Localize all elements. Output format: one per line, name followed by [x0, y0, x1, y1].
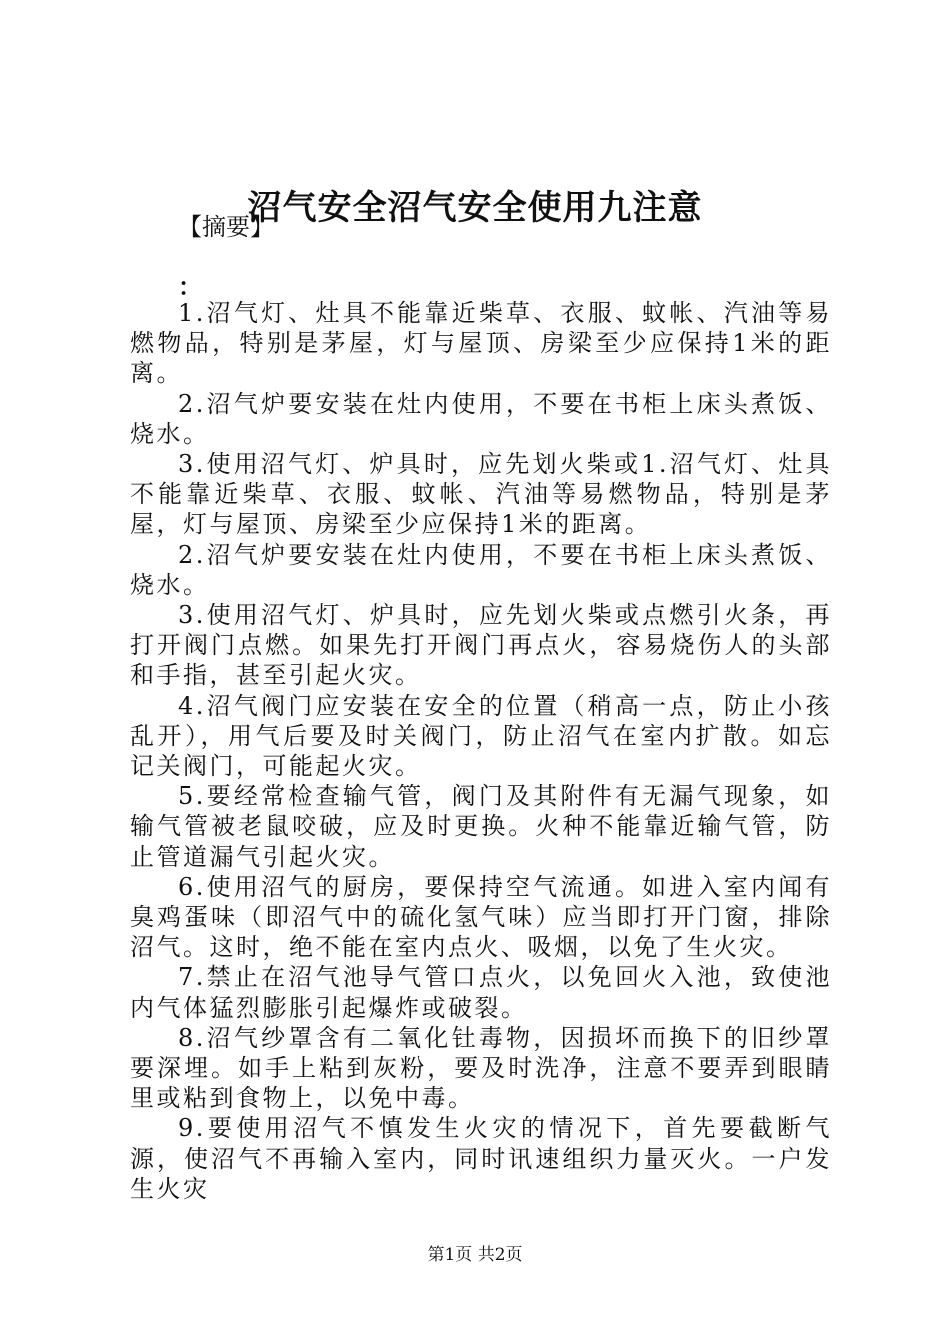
paragraph: 3.使用沼气灯、炉具时，应先划火柴或1.沼气灯、灶具不能靠近柴草、衣服、蚊帐、汽油等易燃物品，特别是茅屋，灯与屋顶、房梁至少应保持1米的距离。 [130, 450, 832, 539]
paragraph: 1.沼气灯、灶具不能靠近柴草、衣服、蚊帐、汽油等易燃物品，特别是茅屋，灯与屋顶、房梁至少应保持1米的距离。 [130, 299, 832, 388]
abstract-colon: ： [178, 272, 202, 301]
paragraph: 6.使用沼气的厨房，要保持空气流通。如进入室内闻有臭鸡蛋味（即沼气中的硫化氢气味）应当即打开门窗，排除沼气。这时，绝不能在室内点火、吸烟，以免了生火灾。 [130, 872, 832, 962]
document-body [130, 298, 832, 1204]
paragraph: 7.禁止在沼气池导气管口点火，以免回火入池，致使池内气体猛烈膨胀引起爆炸或破裂。 [130, 963, 832, 1022]
paragraph: 4.沼气阀门应安装在安全的位置（稍高一点，防止小孩乱开），用气后要及时关阀门，防止沼气在室内扩散。如忘记关阀门，可能起火灾。 [130, 691, 832, 781]
paragraph: 5.要经常检查输气管，阀门及其附件有无漏气现象，如输气管被老鼠咬破，应及时更换。火种不能靠近输气管，防止管道漏气引起火灾。 [130, 782, 832, 871]
abstract-label: 【摘要】 [178, 213, 274, 241]
paragraph: 3.使用沼气灯、炉具时，应先划火柴或点燃引火条，再打开阀门点燃。如果先打开阀门再点火，容易烧伤人的头部和手指，甚至引起火灾。 [130, 601, 832, 690]
paragraph: 9.要使用沼气不慎发生火灾的情况下，首先要截断气源，使沼气不再输入室内，同时讯速组织力量灭火。一户发生火灾 [130, 1114, 832, 1203]
document-title: 沼气安全沼气安全使用九注意 [247, 188, 703, 228]
page-footer: 第1页 共2页 [427, 1245, 523, 1265]
paragraph: 8.沼气纱罩含有二氧化钍毒物，因损坏而换下的旧纱罩要深埋。如手上粘到灰粉，要及时洗净，注意不要弄到眼睛里或粘到食物上，以免中毒。 [130, 1023, 832, 1113]
paragraph: 2.沼气炉要安装在灶内使用，不要在书柜上床头煮饭、烧水。 [130, 540, 832, 599]
paragraph: 2.沼气炉要安装在灶内使用，不要在书柜上床头煮饭、烧水。 [130, 389, 832, 448]
